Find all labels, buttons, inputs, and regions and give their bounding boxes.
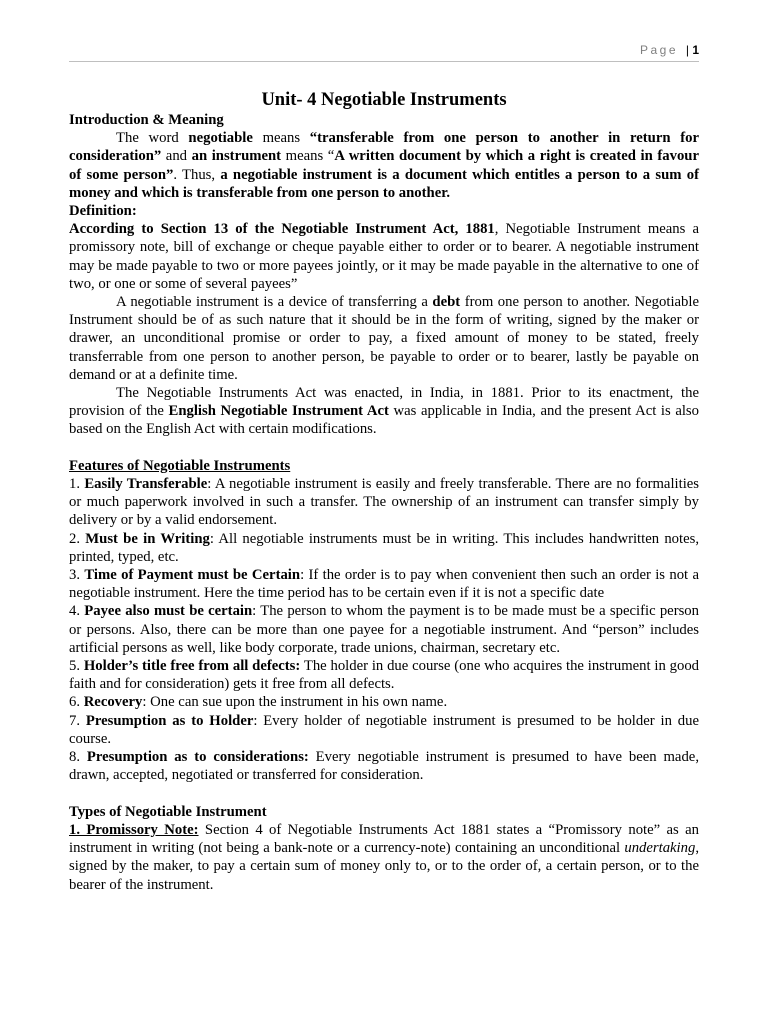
page-label: Page: [640, 43, 684, 57]
paragraph: According to Section 13 of the Negotiable Instrument Act, 1881, Negotiable Instrument means a promissory note, bill of exchange or cheque payable either to order or to bearer. A negotiable instrument may be made payable to two or more payees jointly, or it may be made payable in the alternative to one of two, or one or some of several payees”: [69, 221, 699, 292]
spacer: [69, 439, 699, 457]
document-body: [69, 88, 699, 894]
feature-item: 8. Presumption as to considerations: Every negotiable instrument is presumed to have been made, drawn, accepted, negotiated or transferred for consideration.: [69, 749, 699, 784]
feature-item: 2. Must be in Writing: All negotiable instruments must be in writing. This includes handwritten notes, printed, typed, etc.: [69, 530, 700, 565]
spacer: [69, 785, 699, 803]
feature-item: 6. Recovery: One can sue upon the instrument in his own name.: [69, 694, 448, 711]
section-heading: Definition:: [69, 203, 137, 220]
feature-item: 4. Payee also must be certain: The person to whom the payment is to be made must be a specific person or persons. Also, there can be more than one payee for a negotiable instrument. And “person” includes artificial persons as well, like body corporate, trade unions, chairman, secretary etc.: [69, 603, 699, 656]
page-separator: |: [685, 43, 693, 57]
paragraph: The word negotiable means “transferable from one person to another in return for consideration” and an instrument means “A written document by which a right is created in favour of some person”. Thus, a negotiable instrument is a document which entitles a person to a sum of money and which is transferable from one person to another.: [69, 130, 700, 201]
section-heading: Features of Negotiable Instruments: [69, 457, 291, 474]
page-number: 1: [692, 43, 699, 57]
section-heading: Introduction & Meaning: [69, 112, 224, 128]
paragraph: The Negotiable Instruments Act was enacted, in India, in 1881. Prior to its enactment, the provision of the English Negotiable Instrument Act was applicable in India, and the present Act is also based on the English Act with certain modifications.: [69, 385, 699, 438]
feature-item: 7. Presumption as to Holder: Every holder of negotiable instrument is presumed to be holder in due course.: [69, 712, 699, 747]
paragraph: A negotiable instrument is a device of transferring a debt from one person to another. Negotiable Instrument should be of as such nature that it should be in the form of writing, signed by the maker or drawer, an unconditional promise or order to pay, a fixed amount of money to be stated, freely transferrable from one person to another person, be payable to order or to bearer, lastly be payable on demand or at a definite time.: [69, 294, 699, 383]
feature-item: 1. Easily Transferable: A negotiable instrument is easily and freely transferable. There are no formalities or much paperwork involved in such a transfer. The ownership of an instrument can transfer simply by delivery or by a valid endorsement.: [69, 476, 700, 529]
page-header: [640, 43, 699, 57]
type-item: 1. Promissory Note: Section 4 of Negotiable Instruments Act 1881 states a “Promissory note” as an instrument in writing (not being a bank-note or a currency-note) containing an unconditional undertaking, signed by the maker, to pay a certain sum of money only to, or to the order of, a certain person, or to the bearer of the instrument.: [69, 821, 699, 893]
feature-item: 5. Holder’s title free from all defects: The holder in due course (one who acquires the instrument in good faith and for consideration) gets it free from all defects.: [69, 658, 700, 693]
header-rule: [69, 61, 699, 62]
feature-item: 3. Time of Payment must be Certain: If the order is to pay when convenient then such an order is not a negotiable instrument. Here the time period has to be certain even if it is not a specific date: [69, 567, 700, 602]
section-heading: Types of Negotiable Instrument: [69, 803, 267, 820]
document-title: Unit- 4 Negotiable Instruments: [261, 90, 507, 110]
